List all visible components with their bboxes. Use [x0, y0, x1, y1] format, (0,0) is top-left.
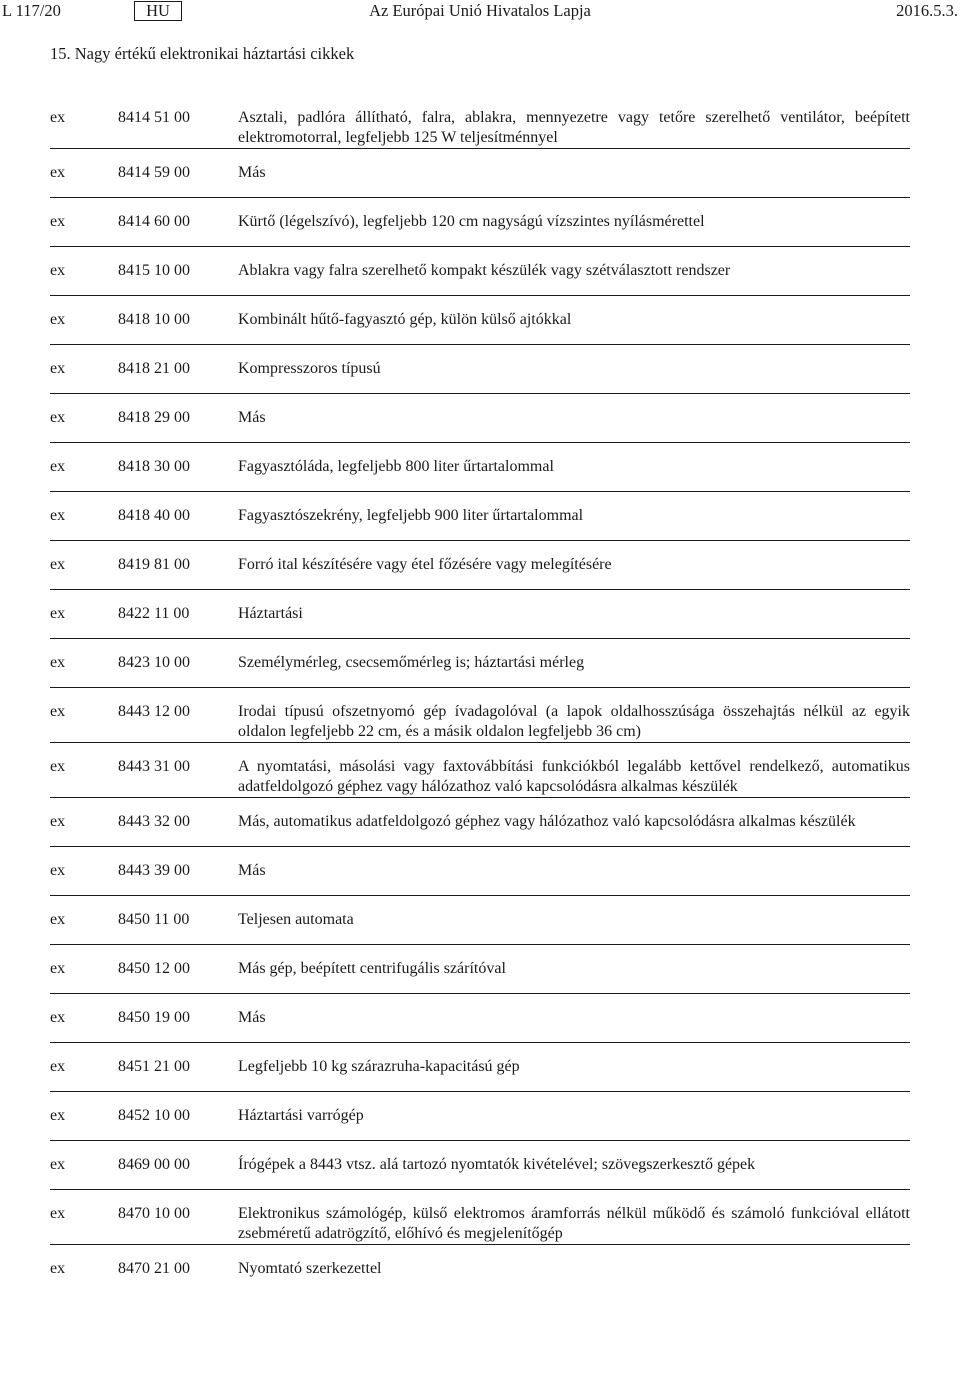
table-row [50, 344, 910, 393]
product-description: Elektronikus számológép, külső elektromos áramforrás nélkül működő és számoló funkcióval ellátott zsebméretű adatrögzítő, előhívó és megjelenítőgép [238, 1205, 910, 1242]
tariff-code: 8414 59 00 [118, 164, 190, 181]
product-description: Irodai típusú ofszetnyomó gép ívadagolóval (a lapok oldalhosszúsága összehajtás nélkül az egyik oldalon legfeljebb 22 cm, és a másik oldalon legfeljebb 36 cm) [238, 703, 910, 740]
ex-marker: ex [50, 1058, 66, 1075]
ex-marker: ex [50, 109, 66, 126]
tariff-table [50, 94, 910, 1293]
tariff-code: 8469 00 00 [118, 1156, 190, 1173]
product-description: Forró ital készítésére vagy étel főzésére vagy melegítésére [238, 556, 612, 573]
product-description: Más [238, 409, 266, 426]
table-row [50, 94, 910, 148]
tariff-code: 8470 21 00 [118, 1260, 190, 1277]
ex-marker: ex [50, 507, 66, 524]
tariff-code: 8415 10 00 [118, 262, 190, 279]
tariff-code: 8419 81 00 [118, 556, 190, 573]
product-description: Személymérleg, csecsemőmérleg is; háztartási mérleg [238, 654, 585, 671]
tariff-code: 8418 30 00 [118, 458, 190, 475]
table-row [50, 246, 910, 295]
table-row [50, 442, 910, 491]
tariff-code: 8418 40 00 [118, 507, 190, 524]
ex-marker: ex [50, 1156, 66, 1173]
ex-marker: ex [50, 862, 66, 879]
product-description: Más [238, 1009, 266, 1026]
ex-marker: ex [50, 1107, 66, 1124]
product-description: Kürtő (légelszívó), legfeljebb 120 cm nagyságú vízszintes nyílásmérettel [238, 213, 705, 230]
product-description: Teljesen automata [238, 911, 354, 928]
table-row [50, 295, 910, 344]
tariff-code: 8470 10 00 [118, 1205, 190, 1222]
table-row [50, 687, 910, 742]
tariff-code: 8450 12 00 [118, 960, 190, 977]
ex-marker: ex [50, 1205, 66, 1222]
table-row [50, 197, 910, 246]
page-number: L 117/20 [2, 1, 61, 20]
tariff-code: 8443 39 00 [118, 862, 190, 879]
table-row [50, 846, 910, 895]
tariff-code: 8414 60 00 [118, 213, 190, 230]
ex-marker: ex [50, 311, 66, 328]
page-header [0, 0, 960, 24]
ex-marker: ex [50, 960, 66, 977]
journal-title: Az Európai Unió Hivatalos Lapja [369, 1, 591, 20]
product-description: Fagyasztóláda, legfeljebb 800 liter űrtartalommal [238, 458, 554, 475]
ex-marker: ex [50, 758, 66, 775]
table-row [50, 742, 910, 797]
tariff-code: 8452 10 00 [118, 1107, 190, 1124]
ex-marker: ex [50, 813, 66, 830]
tariff-code: 8414 51 00 [118, 109, 190, 126]
tariff-code: 8451 21 00 [118, 1058, 190, 1075]
product-description: Legfeljebb 10 kg szárazruha-kapacitású gép [238, 1058, 520, 1075]
ex-marker: ex [50, 911, 66, 928]
table-row [50, 797, 910, 846]
product-description: Más [238, 862, 266, 879]
ex-marker: ex [50, 458, 66, 475]
ex-marker: ex [50, 703, 66, 720]
ex-marker: ex [50, 1009, 66, 1026]
table-row [50, 148, 910, 197]
table-row [50, 393, 910, 442]
tariff-code: 8418 29 00 [118, 409, 190, 426]
ex-marker: ex [50, 654, 66, 671]
ex-marker: ex [50, 605, 66, 622]
ex-marker: ex [50, 213, 66, 230]
product-description: Asztali, padlóra állítható, falra, ablakra, mennyezetre vagy tetőre szerelhető ventilátor, beépített elektromotorral, legfeljebb 125 W teljesítménnyel [238, 109, 910, 146]
table-row [50, 993, 910, 1042]
product-description: Fagyasztószekrény, legfeljebb 900 liter űrtartalommal [238, 507, 584, 524]
tariff-code: 8443 31 00 [118, 758, 190, 775]
tariff-code: 8450 19 00 [118, 1009, 190, 1026]
table-row [50, 638, 910, 687]
table-row [50, 1091, 910, 1140]
table-row [50, 491, 910, 540]
table-row [50, 944, 910, 993]
ex-marker: ex [50, 1260, 66, 1277]
product-description: Kombinált hűtő-fagyasztó gép, külön külső ajtókkal [238, 311, 572, 328]
tariff-code: 8422 11 00 [118, 605, 190, 622]
tariff-code: 8423 10 00 [118, 654, 190, 671]
tariff-code: 8443 32 00 [118, 813, 190, 830]
tariff-code: 8443 12 00 [118, 703, 190, 720]
tariff-code: 8418 21 00 [118, 360, 190, 377]
table-row [50, 1140, 910, 1189]
publication-date: 2016.5.3. [896, 1, 958, 20]
product-description: Más gép, beépített centrifugális szárítóval [238, 960, 506, 977]
ex-marker: ex [50, 360, 66, 377]
product-description: Kompresszoros típusú [238, 360, 381, 377]
product-description: Nyomtató szerkezettel [238, 1260, 382, 1277]
product-description: Írógépek a 8443 vtsz. alá tartozó nyomtatók kivételével; szövegszerkesztő gépek [238, 1156, 756, 1173]
product-description: Más [238, 164, 266, 181]
ex-marker: ex [50, 409, 66, 426]
table-row [50, 1189, 910, 1244]
ex-marker: ex [50, 164, 66, 181]
language-badge: HU [134, 1, 182, 21]
product-description: Háztartási varrógép [238, 1107, 364, 1124]
tariff-code: 8450 11 00 [118, 911, 190, 928]
product-description: Ablakra vagy falra szerelhető kompakt készülék vagy szétválasztott rendszer [238, 262, 731, 279]
tariff-code: 8418 10 00 [118, 311, 190, 328]
ex-marker: ex [50, 262, 66, 279]
product-description: Háztartási [238, 605, 303, 622]
table-row [50, 1042, 910, 1091]
product-description: Más, automatikus adatfeldolgozó géphez vagy hálózathoz való kapcsolódásra alkalmas készülék [238, 813, 856, 830]
table-row [50, 540, 910, 589]
product-description: A nyomtatási, másolási vagy faxtovábbítási funkciókból legalább kettővel rendelkező, automatikus adatfeldolgozó géphez vagy hálózathoz való kapcsolódásra alkalmas készülék [238, 758, 910, 795]
table-row [50, 589, 910, 638]
section-title: 15. Nagy értékű elektronikai háztartási cikkek [50, 44, 355, 63]
table-row [50, 895, 910, 944]
ex-marker: ex [50, 556, 66, 573]
table-row [50, 1244, 910, 1293]
